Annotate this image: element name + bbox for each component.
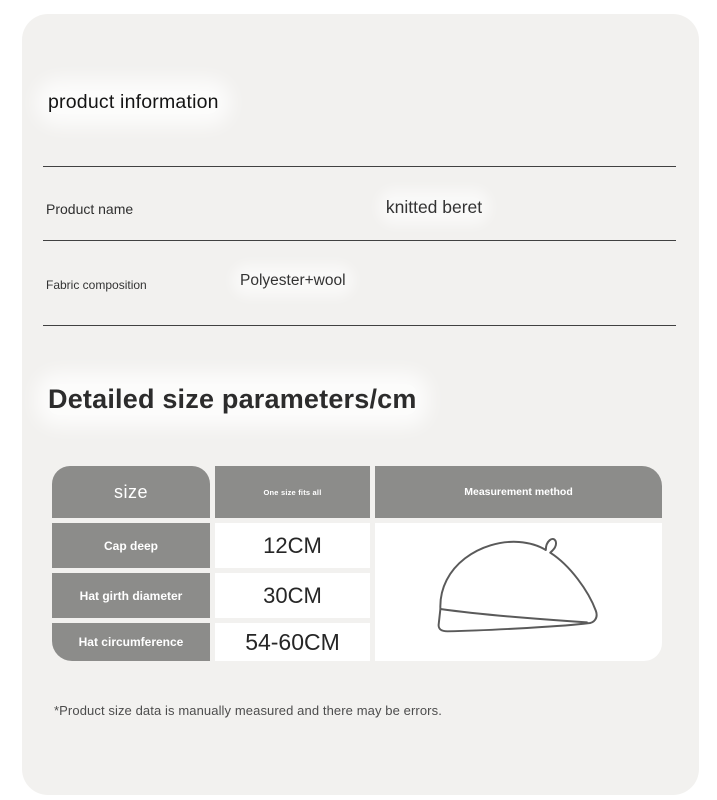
divider [43, 166, 676, 167]
product-detail-card [22, 14, 699, 795]
product-name-value [204, 197, 664, 218]
table-label-hat-circumference: Hat circumference [52, 623, 210, 661]
product-info-title: product information [48, 91, 219, 113]
fabric-composition-text: Polyester+wool [240, 272, 346, 289]
table-value-hat-circumference: 54-60CM [215, 623, 370, 661]
measurement-method-cell [375, 523, 662, 661]
table-value-cap-deep: 12CM [215, 523, 370, 568]
table-value-hat-girth-diameter: 30CM [215, 573, 370, 618]
table-header-one-size: One size fits all [215, 466, 370, 518]
size-section-title: Detailed size parameters/cm [48, 384, 417, 414]
divider [43, 240, 676, 241]
product-name-text: knitted beret [385, 197, 483, 217]
table-label-cap-deep: Cap deep [52, 523, 210, 568]
beret-illustration-icon [383, 525, 655, 659]
table-label-hat-girth-diameter: Hat girth diameter [52, 573, 210, 618]
product-name-label: Product name [46, 201, 134, 217]
fabric-composition-value [240, 272, 346, 290]
table-header-size: size [52, 466, 210, 518]
size-footnote: *Product size data is manually measured and there may be errors. [54, 703, 442, 718]
fabric-composition-label: Fabric composition [46, 278, 147, 292]
table-header-measurement-method: Measurement method [375, 466, 662, 518]
divider [43, 325, 676, 326]
size-table [52, 466, 662, 661]
